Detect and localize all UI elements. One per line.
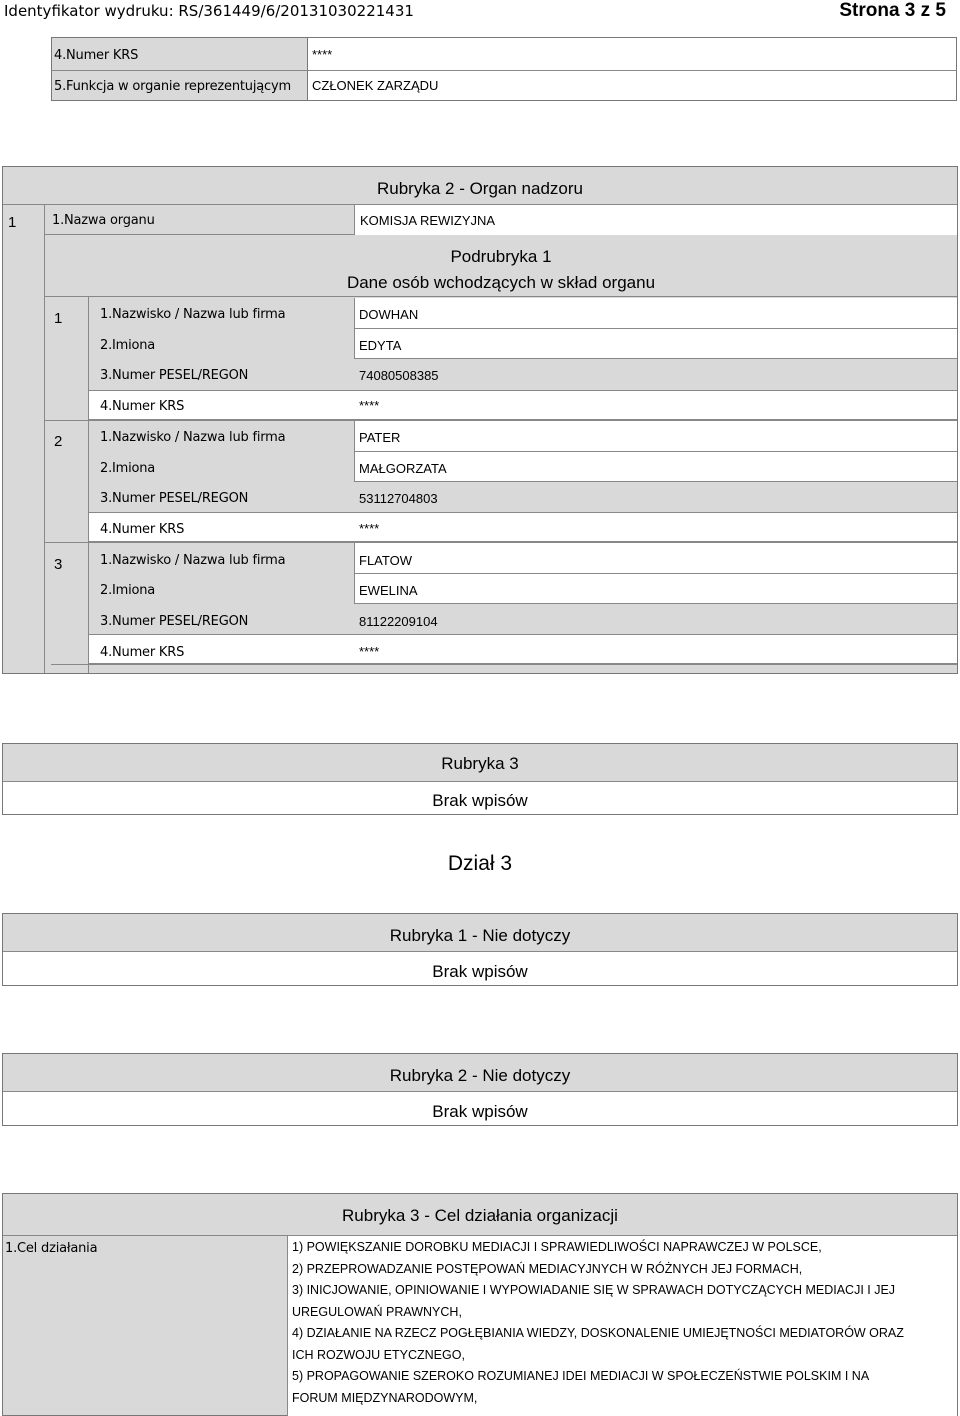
krs-label: 4.Numer KRS [100, 522, 185, 537]
dzial-3-rubryka-1-body: Brak wpisów [432, 962, 528, 981]
podrubryka-subtitle: Dane osób wchodzących w skład organu [346, 273, 656, 292]
dzial-3-rubryka-3-title: Rubryka 3 - Cel działania organizacji [342, 1206, 618, 1225]
person-number: 1 [54, 310, 63, 327]
cel-line: 2) PRZEPROWADZANIE POSTĘPOWAŃ MEDIACYJNYCH W RÓŻNYCH JEJ FORMACH, [292, 1261, 803, 1276]
dzial-3-rubryka-2-title: Rubryka 2 - Nie dotyczy [389, 1066, 571, 1085]
cel-line: UREGULOWAŃ PRAWNYCH, [292, 1304, 462, 1319]
person-number: 2 [54, 433, 63, 450]
pesel-label: 3.Numer PESEL/REGON [100, 368, 249, 383]
cel-line: FORUM MIĘDZYNARODOWYM, [292, 1390, 478, 1405]
cel-line: 3) INICJOWANIE, OPINIOWANIE I WYPOWIADANIE SIĘ W SPRAWACH DOTYCZĄCYCH MEDIACJI I JEJ [292, 1283, 896, 1297]
function-label: 5.Funkcja w organie reprezentującym [54, 79, 291, 94]
cel-line: 1) POWIĘKSZANIE DOROBKU MEDIACJI I SPRAWIEDLIWOŚCI NAPRAWCZEJ W POLSCE, [292, 1240, 822, 1254]
pesel-value: 53112704803 [359, 491, 438, 506]
rubryka-2-number: 1 [8, 214, 17, 231]
print-identifier: Identyfikator wydruku: RS/361449/6/20131030221431 [4, 2, 414, 20]
cel-line: ICH ROZWOJU ETYCZNEGO, [292, 1347, 465, 1362]
person-number: 3 [54, 556, 63, 573]
cel-line: 5) PROPAGOWANIE SZEROKO ROZUMIANEJ IDEI MEDIACJI W SPOŁECZEŃSTWIE POLSKIM I NA [292, 1369, 870, 1383]
dzial-3-rubryka-2-body: Brak wpisów [432, 1102, 528, 1121]
names-label: 2.Imiona [100, 338, 156, 353]
surname-label: 1.Nazwisko / Nazwa lub firma [100, 553, 286, 568]
organ-name-value: KOMISJA REWIZYJNA [360, 213, 496, 228]
rubryka-3-body: Brak wpisów [432, 791, 528, 810]
page-number: Strona 3 z 5 [839, 0, 946, 21]
names-label: 2.Imiona [100, 583, 156, 598]
function-value: CZŁONEK ZARZĄDU [312, 78, 439, 93]
cel-dzialania-label: 1.Cel działania [5, 1241, 98, 1256]
krs-value: **** [359, 398, 380, 413]
krs-label: 4.Numer KRS [100, 399, 185, 414]
names-value: MAŁGORZATA [359, 461, 447, 476]
krs-label: 4.Numer KRS [54, 48, 139, 63]
names-value: EDYTA [359, 338, 402, 353]
dzial-3-title: Dział 3 [447, 852, 513, 875]
cel-line: 4) DZIAŁANIE NA RZECZ POGŁĘBIANIA WIEDZY, DOSKONALENIE UMIEJĘTNOŚCI MEDIATORÓW ORAZ [292, 1326, 904, 1340]
surname-value: PATER [359, 430, 401, 445]
surname-value: DOWHAN [359, 307, 419, 322]
names-value: EWELINA [359, 583, 418, 598]
organ-name-label: 1.Nazwa organu [52, 213, 155, 228]
pesel-label: 3.Numer PESEL/REGON [100, 614, 249, 629]
pesel-value: 81122209104 [359, 614, 438, 629]
rubryka-3-title: Rubryka 3 [441, 754, 519, 773]
surname-label: 1.Nazwisko / Nazwa lub firma [100, 430, 286, 445]
pesel-label: 3.Numer PESEL/REGON [100, 491, 249, 506]
podrubryka-title: Podrubryka 1 [450, 247, 552, 266]
surname-value: FLATOW [359, 553, 412, 568]
dzial-3-rubryka-1-title: Rubryka 1 - Nie dotyczy [389, 926, 571, 945]
rubryka-2-title: Rubryka 2 - Organ nadzoru [377, 179, 583, 198]
krs-value: **** [359, 521, 380, 536]
pesel-value: 74080508385 [359, 368, 439, 383]
krs-label: 4.Numer KRS [100, 645, 185, 660]
names-label: 2.Imiona [100, 461, 156, 476]
krs-value: **** [359, 644, 380, 659]
surname-label: 1.Nazwisko / Nazwa lub firma [100, 307, 286, 322]
cel-dzialania-text [292, 1240, 954, 1412]
krs-value: **** [312, 47, 333, 62]
